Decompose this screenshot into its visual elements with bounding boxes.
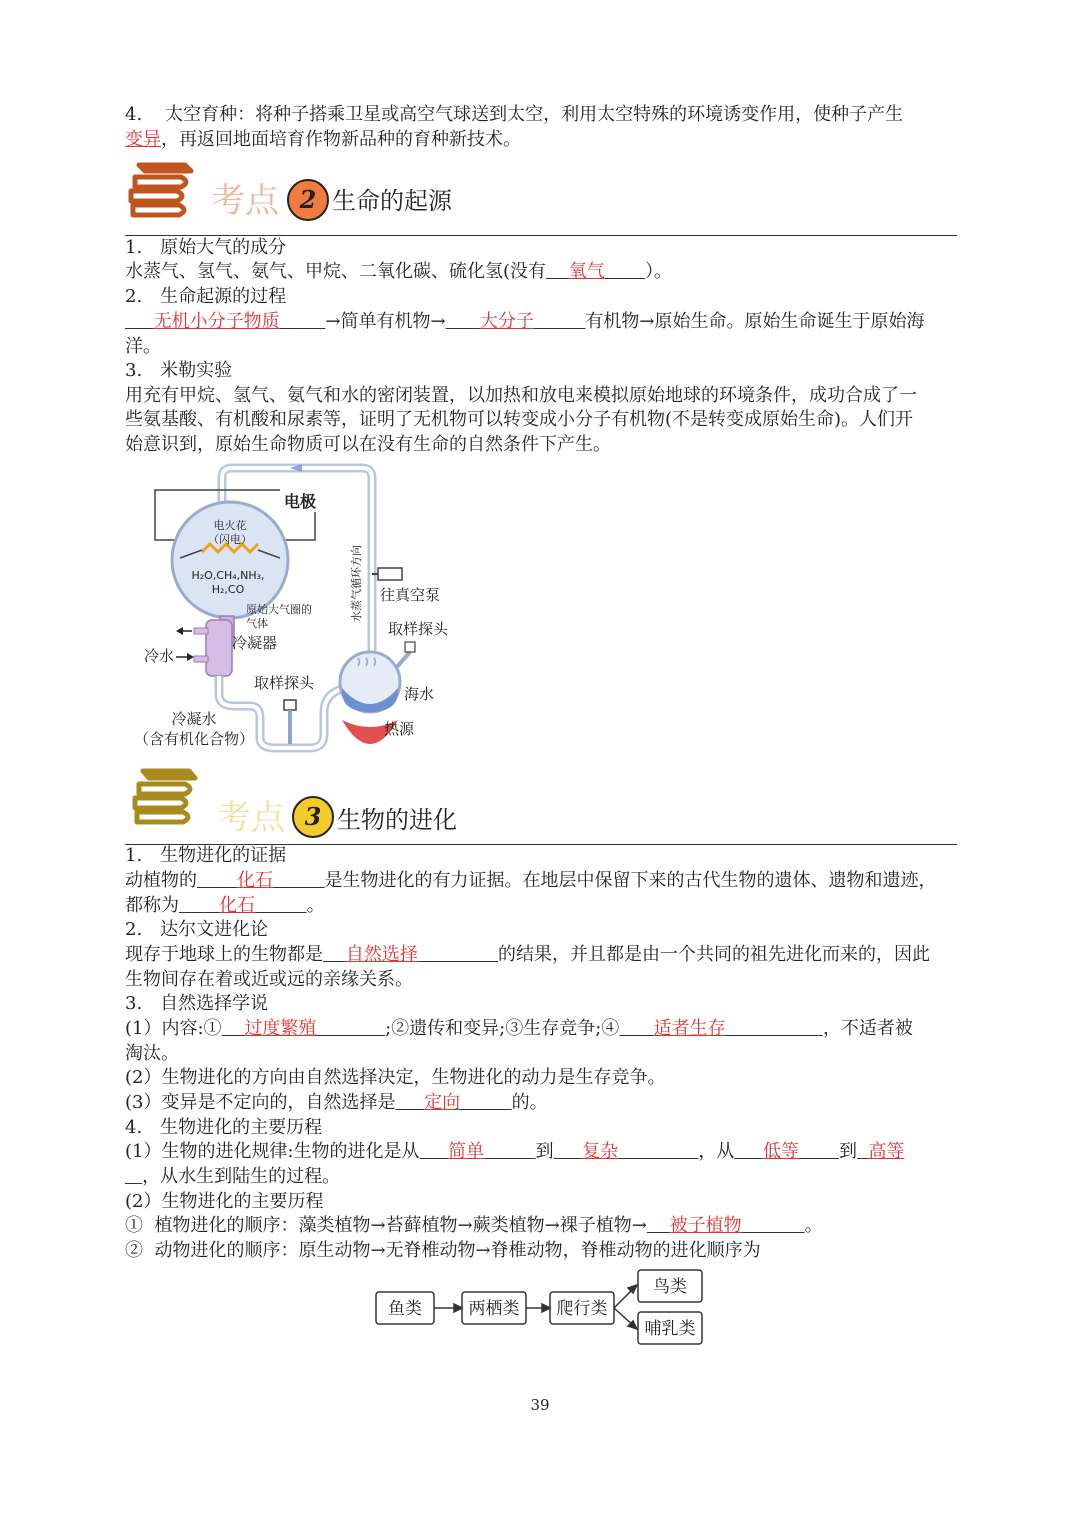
section-header-2 <box>125 155 957 236</box>
seawater-label: 海水 <box>404 685 435 703</box>
text-miller-1: 用充有甲烷、氢气、氨气和水的密闭装置，以加热和放电来模拟原始地球的环境条件，成功合成了一 <box>125 385 917 406</box>
answer-blank: 高等 <box>868 1141 905 1162</box>
books-icon <box>131 766 201 828</box>
lightning-label: （闪电） <box>208 533 252 546</box>
heading-3-3: 3. 自然选择学说 <box>125 993 269 1014</box>
answer-blank: 自然选择 <box>345 944 418 965</box>
text-fossil-2: 都称为 化石 。 <box>125 895 325 916</box>
reptile-node: 爬行类 <box>556 1299 608 1319</box>
section-title: 生物的进化 <box>337 806 457 834</box>
heading-3-1: 1. 生物进化的证据 <box>125 845 287 866</box>
bird-node: 鸟类 <box>653 1277 687 1297</box>
sampler-label-left: 取样探头 <box>254 674 315 692</box>
kaodian-label: 考点 <box>211 181 279 221</box>
heading-2-3: 3. 米勒实验 <box>125 360 233 381</box>
text-darwin-1: 现存于地球上的生物都是 自然选择 的结果，并且都是由一个共同的祖先进化而来的，因此 <box>125 944 930 965</box>
text-evolution-rule-2: ，从水生到陆生的过程。 <box>142 1166 341 1187</box>
text-plant-evolution: ① 植物进化的顺序：藻类植物→苔藓植物→蕨类植物→裸子植物→ 被子植物 。 <box>125 1215 823 1236</box>
condensate-label: 冷凝水 <box>171 710 217 728</box>
text-atmosphere: 水蒸气、氢气、氨气、甲烷、二氧化碳、硫化氢(没有 氧气 ）。 <box>125 261 672 282</box>
text-miller-2: 些氨基酸、有机酸和尿素等，证明了无机物可以转变成小分子有机物(不是转变成原始生命)。人们开 <box>125 409 914 430</box>
text-fossil-1: 动植物的 化石 是生物进化的有力证据。在地层中保留下来的古代生物的遗体、遗物和遗迹， <box>125 870 937 891</box>
answer-blank: 适者生存 <box>653 1018 726 1039</box>
spark-label: 电火花 <box>213 519 247 532</box>
answer-blank: 过度繁殖 <box>244 1018 317 1039</box>
text-evolution-rule: (1）生物的进化规律:生物的进化是从 简单 到 复杂 ，从 低等 到 高等 <box>125 1141 905 1162</box>
text-natural-selection-1: (1）内容:① 过度繁殖 ;②遗传和变异;③生存竞争;④ 适者生存 ，不适者被 <box>125 1018 913 1039</box>
atmosphere-gas-label-2: 气体 <box>246 617 268 630</box>
kaodian-label: 考点 <box>217 798 285 838</box>
item4-line1: 4. 太空育种：将种子搭乘卫星或高空气球送到太空，利用太空特殊的环境诱变作用，使种子产生 <box>125 104 904 125</box>
answer-blank: 低等 <box>762 1141 799 1162</box>
heading-3-2: 2. 达尔文进化论 <box>125 919 269 940</box>
answer-blank: 无机小分子物质 <box>153 311 280 332</box>
condensate-note-label: （含有机化合物） <box>133 730 255 748</box>
text-miller-3: 始意识到，原始生命物质可以在没有生命的自然条件下产生。 <box>125 434 611 455</box>
condenser-label: 冷凝器 <box>232 634 278 652</box>
text-origin-process-2: 洋。 <box>125 336 161 357</box>
answer-blank: 被子植物 <box>669 1215 742 1236</box>
answer-blank: 大分子 <box>479 311 534 332</box>
section-title: 生命的起源 <box>332 187 452 215</box>
amphibian-node: 两栖类 <box>468 1299 520 1319</box>
text-animal-evolution: ② 动物进化的顺序：原生动物→无脊椎动物→脊椎动物，脊椎动物的进化顺序为 <box>125 1240 761 1261</box>
gases-label-2: H₂,CO <box>211 583 245 596</box>
heading-2-1: 1. 原始大气的成分 <box>125 237 287 258</box>
answer-blank: 简单 <box>448 1141 485 1162</box>
section-number-badge: 2 <box>287 179 329 221</box>
answer-blank: 变异 <box>125 129 161 150</box>
text-origin-process: 无机小分子物质 →简单有机物→ 大分子 有机物→原始生命。原始生命诞生于原始海 <box>153 311 925 332</box>
heading-2-2: 2. 生命起源的过程 <box>125 286 287 307</box>
answer-blank: 化石 <box>237 870 274 891</box>
answer-blank: 定向 <box>424 1092 461 1113</box>
page-number: 39 <box>530 1396 550 1414</box>
text-natural-selection-4: (3）变异是不定向的，自然选择是 定向 的。 <box>125 1092 548 1113</box>
answer-blank: 复杂 <box>582 1141 619 1162</box>
text-main-course: (2）生物进化的主要历程 <box>125 1191 324 1212</box>
miller-experiment-diagram <box>130 462 480 762</box>
books-icon <box>127 161 197 221</box>
sampler-label-right: 取样探头 <box>388 620 449 638</box>
vertebrate-evolution-flow <box>370 1266 710 1348</box>
heading-3-4: 4. 生物进化的主要历程 <box>125 1117 323 1138</box>
fish-node: 鱼类 <box>388 1299 422 1319</box>
cold-water-label: 冷水 <box>144 647 175 665</box>
text-natural-selection-2: 淘汰。 <box>125 1043 179 1064</box>
answer-blank: 化石 <box>219 895 256 916</box>
item4-line2: 变异，再返回地面培育作物新品种的育种新技术。 <box>125 129 521 150</box>
section-header-3 <box>125 764 957 845</box>
heat-source-label: 热源 <box>384 720 415 738</box>
atmosphere-gas-label: 原始大气圈的 <box>246 603 312 616</box>
gases-label: H₂O,CH₄,NH₃, <box>191 569 265 582</box>
electrode-label: 电极 <box>284 492 317 511</box>
answer-blank: 氧气 <box>568 261 605 282</box>
text-natural-selection-3: (2）生物进化的方向由自然选择决定，生物进化的动力是生存竞争。 <box>125 1067 666 1088</box>
text-darwin-2: 生物间存在着或近或远的亲缘关系。 <box>125 969 413 990</box>
vacuum-pump-label: 往真空泵 <box>380 586 441 604</box>
steam-direction-label: 水蒸气循环方向 <box>350 545 363 622</box>
mammal-node: 哺乳类 <box>644 1319 696 1339</box>
section-number-badge: 3 <box>292 796 334 838</box>
